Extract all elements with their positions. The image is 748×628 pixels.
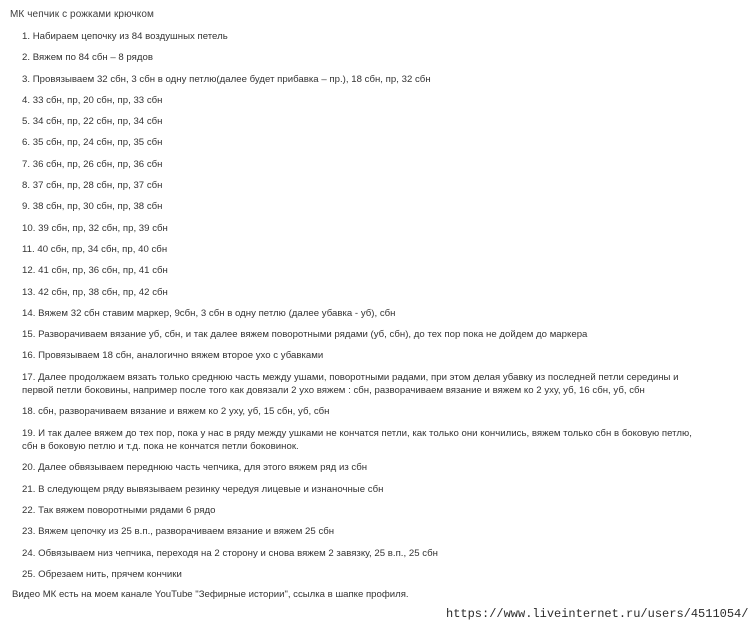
step-text: В следующем ряду вывязываем резинку чередуя лицевые и изнаночные сбн: [38, 483, 384, 495]
step-text: 40 сбн, пр, 34 сбн, пр, 40 сбн: [37, 243, 168, 255]
list-item: [22, 405, 692, 418]
step-text: Так вяжем поворотными рядами 6 рядо: [38, 505, 216, 517]
steps-list: [22, 30, 692, 589]
list-item: [22, 73, 692, 86]
list-item: [22, 504, 692, 517]
step-number: 12.: [22, 265, 36, 277]
step-text: Провязываем 18 сбн, аналогично вяжем второе ухо с убавками: [38, 350, 324, 362]
step-number: 5.: [22, 116, 31, 128]
step-text: сбн, разворачиваем вязание и вяжем ко 2 уху, уб, 15 сбн, уб, сбн: [38, 406, 330, 418]
step-text: 34 сбн, пр, 22 сбн, пр, 34 сбн: [32, 116, 163, 128]
step-text: Провязываем 32 сбн, 3 сбн в одну петлю(далее будет прибавка – пр.), 18 сбн, пр, 32 сбн: [32, 73, 431, 85]
step-text: Обвязываем низ чепчика, переходя на 2 сторону и снова вяжем 2 завязку, 25 в.п., 25 сбн: [38, 547, 438, 559]
document-title: МК чепчик с рожками крючком: [10, 9, 154, 20]
step-text: 42 сбн, пр, 38 сбн, пр, 42 сбн: [38, 286, 168, 298]
list-item: [22, 568, 692, 581]
step-number: 18.: [22, 406, 36, 418]
footer-note: Видео МК есть на моем канале YouTube "Зефирные истории", ссылка в шапке профиля.: [12, 589, 409, 600]
step-number: 11.: [22, 243, 35, 255]
list-item: [22, 115, 692, 128]
step-number: 21.: [22, 483, 36, 495]
list-item: [22, 547, 692, 560]
list-item: [22, 94, 692, 107]
list-item: [22, 461, 692, 474]
step-number: 14.: [22, 307, 36, 319]
step-number: 17.: [22, 371, 36, 383]
step-text: Вяжем цепочку из 25 в.п., разворачиваем вязание и вяжем 25 сбн: [38, 526, 335, 538]
list-item: [22, 222, 692, 235]
list-item: [22, 328, 692, 341]
step-number: 13.: [22, 286, 36, 298]
list-item: [22, 30, 692, 43]
step-number: 9.: [22, 201, 31, 213]
step-number: 3.: [22, 73, 31, 85]
list-item: [22, 427, 692, 454]
step-text: 41 сбн, пр, 36 сбн, пр, 41 сбн: [38, 265, 168, 277]
list-item: [22, 179, 692, 192]
step-text: Набираем цепочку из 84 воздушных петель: [32, 31, 228, 42]
step-number: 4.: [22, 94, 31, 106]
step-number: 1.: [22, 31, 31, 42]
step-number: 20.: [22, 462, 36, 474]
step-number: 22.: [22, 505, 36, 517]
list-item: [22, 483, 692, 496]
step-number: 7.: [22, 158, 31, 170]
list-item: [22, 158, 692, 171]
step-text: И так далее вяжем до тех пор, пока у нас в ряду между ушками не кончатся петли, как только они кончились, вяжем только сбн в боковую петлю, сбн в боковую петлю и т.д. пока не кончатся петли боковинок.: [22, 427, 692, 453]
step-number: 25.: [22, 568, 36, 580]
step-number: 2.: [22, 52, 31, 64]
step-number: 6.: [22, 137, 31, 149]
step-text: 35 сбн, пр, 24 сбн, пр, 35 сбн: [32, 137, 163, 149]
list-item: [22, 200, 692, 213]
list-item: [22, 349, 692, 362]
watermark-url: https://www.liveinternet.ru/users/4511054/: [446, 607, 748, 621]
step-text: 33 сбн, пр, 20 сбн, пр, 33 сбн: [32, 94, 163, 106]
step-text: 38 сбн, пр, 30 сбн, пр, 38 сбн: [32, 201, 163, 213]
step-text: 36 сбн, пр, 26 сбн, пр, 36 сбн: [32, 158, 163, 170]
step-number: 24.: [22, 547, 36, 559]
step-number: 19.: [22, 427, 36, 439]
step-number: 23.: [22, 526, 36, 538]
step-number: 16.: [22, 350, 36, 362]
step-text: Разворачиваем вязание уб, сбн, и так далее вяжем поворотными рядами (уб, сбн), до тех пор пока не дойдем до маркера: [38, 329, 588, 341]
list-item: [22, 286, 692, 299]
step-number: 15.: [22, 329, 36, 341]
step-text: Обрезаем нить, прячем кончики: [38, 568, 182, 580]
step-text: Вяжем по 84 сбн – 8 рядов: [32, 52, 153, 64]
step-text: Далее продолжаем вязать только среднюю часть между ушами, поворотными радами, при этом делая убавку из последней петли середины и первой петли боковины, например после того как довязали 2 ухо вяжем : сбн, разворачиваем вязание и вяжем ко 2 уху, уб, 16 сбн, уб, сбн: [22, 371, 679, 397]
step-text: 37 сбн, пр, 28 сбн, пр, 37 сбн: [32, 180, 163, 192]
list-item: [22, 525, 692, 538]
list-item: [22, 136, 692, 149]
step-number: 8.: [22, 180, 31, 192]
list-item: [22, 51, 692, 64]
step-number: 10.: [22, 222, 36, 234]
list-item: [22, 371, 692, 398]
list-item: [22, 307, 692, 320]
step-text: Далее обвязываем переднюю часть чепчика, для этого вяжем ряд из сбн: [38, 462, 368, 474]
list-item: [22, 264, 692, 277]
step-text: 39 сбн, пр, 32 сбн, пр, 39 сбн: [38, 222, 168, 234]
step-text: Вяжем 32 сбн ставим маркер, 9сбн, 3 сбн в одну петлю (далее убавка - уб), сбн: [38, 307, 396, 319]
list-item: [22, 243, 692, 256]
